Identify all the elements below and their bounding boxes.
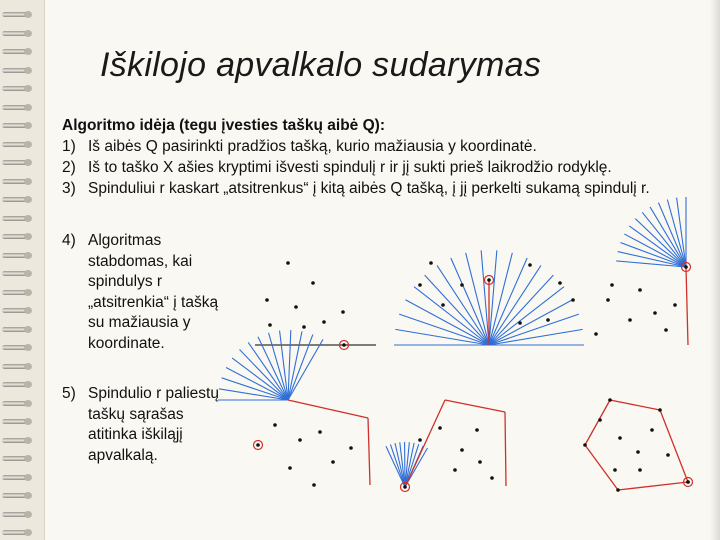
ray (667, 200, 686, 267)
algorithm-heading: Algoritmo idėja (tegu įvesties taškų aibė Q): (62, 117, 385, 134)
step-text: Iš to taško X ašies kryptimi išvesti spindulį r ir jį sukti prieš laikrodžio rodyklę. (88, 159, 612, 176)
diagram-step-start (255, 261, 376, 349)
hull-edge (610, 400, 660, 410)
point (653, 311, 657, 315)
point (650, 428, 654, 432)
page-title: Iškilojo apvalkalo sudarymas (100, 46, 542, 84)
hull-edge (585, 445, 618, 490)
point (666, 453, 670, 457)
point (684, 265, 688, 269)
point (673, 303, 677, 307)
point (636, 450, 640, 454)
point (571, 298, 575, 302)
point (638, 288, 642, 292)
hull-point (616, 488, 620, 492)
point (418, 438, 422, 442)
point (302, 325, 306, 329)
ray (489, 287, 564, 345)
point (528, 263, 532, 267)
point (441, 303, 445, 307)
point (438, 426, 442, 430)
point (298, 438, 302, 442)
point (686, 480, 690, 484)
hull-edge (585, 400, 610, 445)
point (331, 460, 335, 464)
step-number: 1) (62, 138, 76, 155)
hull-edge (686, 267, 688, 345)
point (312, 483, 316, 487)
diagram-step-complete-hull (583, 398, 692, 492)
point (518, 321, 522, 325)
diagram-step-bottom (386, 400, 506, 492)
step-number: 3) (62, 180, 76, 197)
point (311, 281, 315, 285)
ray (414, 287, 489, 345)
hull-edge (405, 400, 445, 487)
point (475, 428, 479, 432)
point (546, 318, 550, 322)
ray (288, 335, 313, 400)
point (349, 446, 353, 450)
ray (395, 443, 405, 487)
point (418, 283, 422, 287)
point (286, 261, 290, 265)
step-number: 2) (62, 159, 76, 176)
hull-edge (505, 412, 506, 486)
hull-point (658, 408, 662, 412)
point (613, 468, 617, 472)
point (288, 466, 292, 470)
point (460, 448, 464, 452)
point (318, 430, 322, 434)
step-text: Spindulio r paliestų taškų sąrašas atitinka iškiląjį apvalkalą. (88, 385, 219, 464)
point (273, 423, 277, 427)
point (429, 261, 433, 265)
step-number: 4) (62, 232, 76, 249)
diagram-step-rotate (394, 250, 610, 345)
point (490, 476, 494, 480)
point (487, 278, 491, 282)
point (558, 281, 562, 285)
point (453, 468, 457, 472)
point (341, 310, 345, 314)
point (342, 343, 346, 347)
ray (635, 219, 686, 267)
ray (489, 265, 541, 345)
ray (437, 265, 489, 345)
point (628, 318, 632, 322)
point (268, 323, 272, 327)
step-text: Spinduliui r kaskart „atsitrenkus“ į kitą aibės Q tašką, į jį perkelti sukamą spindulį r. (88, 180, 650, 197)
hull-edge (618, 482, 688, 490)
point (256, 443, 260, 447)
hull-edge (368, 418, 370, 485)
hull-edge (445, 400, 505, 412)
point (664, 328, 668, 332)
hull-edge (660, 410, 688, 482)
step-text: Iš aibės Q pasirinkti pradžios tašką, kurio mažiausia y koordinatė. (88, 138, 537, 155)
hull-point (608, 398, 612, 402)
point (322, 320, 326, 324)
hull-point (583, 443, 587, 447)
point (638, 468, 642, 472)
ray (232, 358, 288, 400)
ray (288, 339, 323, 400)
diagram-step-left-turn (218, 330, 370, 487)
point (460, 283, 464, 287)
point (294, 305, 298, 309)
step-number: 5) (62, 385, 76, 402)
point (598, 418, 602, 422)
point (610, 283, 614, 287)
point (478, 460, 482, 464)
diagram-step-next-point (610, 197, 690, 345)
point (265, 298, 269, 302)
point (594, 332, 598, 336)
ray (405, 443, 414, 487)
hull-edge (288, 400, 368, 418)
point (606, 298, 610, 302)
point (618, 436, 622, 440)
step-text: Algoritmas stabdomas, kai spindulys r „atsitrenkia“ į tašką su mažiausia y koordinate. (88, 232, 219, 352)
point (403, 485, 407, 489)
